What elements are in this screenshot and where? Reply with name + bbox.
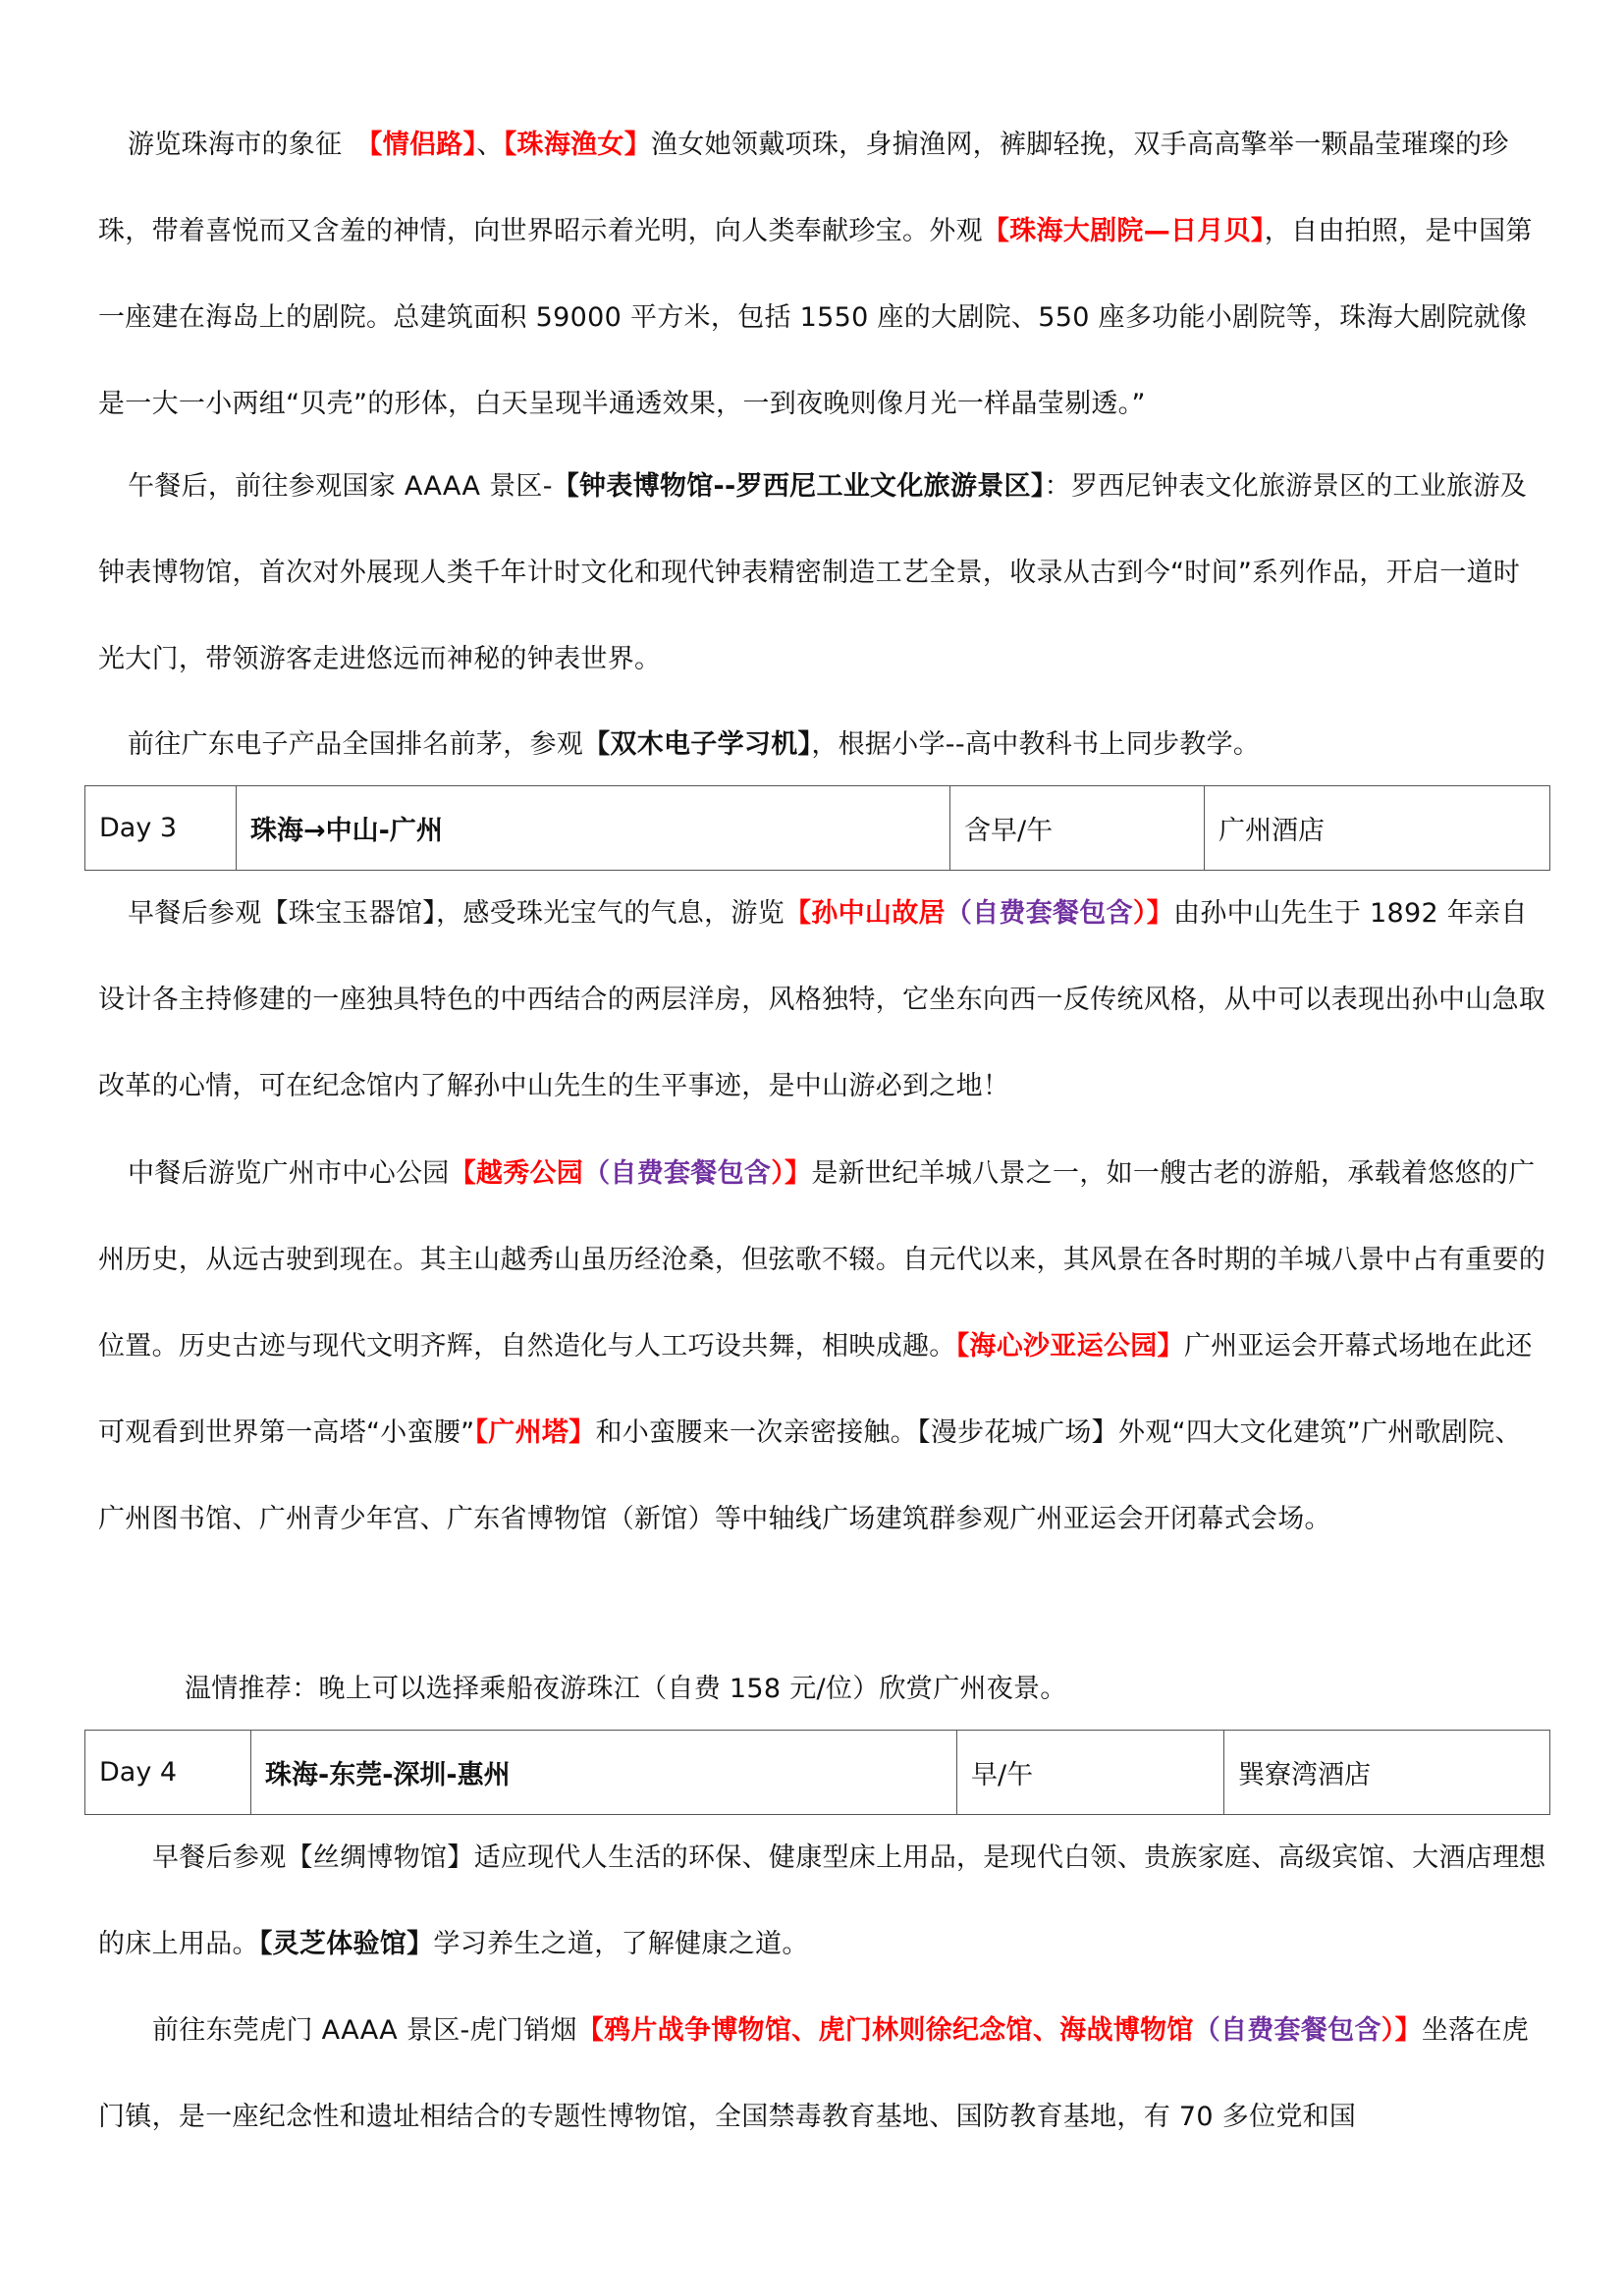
highlight-clock-museum: 【钟表博物馆--罗西尼工业文化旅游景区】 bbox=[552, 471, 1045, 502]
table-row bbox=[85, 1731, 1550, 1815]
day-hotel: 广州酒店 bbox=[1205, 786, 1550, 871]
paragraph-learning-machine: 前往广东电子产品全国排名前茅，参观【双木电子学习机】，根据小学--高中教科书上同步教学。 bbox=[128, 729, 1261, 760]
paragraph-guangzhou-tour: 中餐后游览广州市中心公园【越秀公园（自费套餐包含）】是新世纪羊城八景之一，如一艘古老的游船，承载着悠悠的广州历史，从远古驶到现在。其主山越秀山虽历经沧桑，但弦歌不辍。自元代以来，其风景在各时期的羊城八景中占有重要的位置。历史古迹与现代文明齐辉，自然造化与人工巧设共舞，相映成趣。【海心沙亚运公园】广州亚运会开幕式场地在此还可观看到世界第一高塔“小蛮腰”【广州塔】和小蛮腰来一次亲密接触。【漫步花城广场】外观“四大文化建筑”广州歌剧院、广州图书馆、广州青少年宫、广东省博物馆（新馆）等中轴线广场建筑群参观广州亚运会开闭幕式会场。 bbox=[98, 1158, 1546, 1534]
highlight-opium-war-museum: 【鸦片战争博物馆、虎门林则徐纪念馆、海战博物馆 bbox=[576, 2015, 1194, 2046]
highlight-lingzhi-hall: 【灵芝体验馆】 bbox=[258, 1929, 434, 1959]
highlight-zhuhai-fisher-girl: 【珠海渔女】 bbox=[503, 130, 652, 160]
day-label: Day 3 bbox=[85, 786, 237, 871]
paragraph-silk-museum: 早餐后参观【丝绸博物馆】适应现代人生活的环保、健康型床上用品，是现代白领、贵族家庭、高级宾馆、大酒店理想的床上用品。【灵芝体验馆】学习养生之道，了解健康之道。 bbox=[98, 1842, 1546, 1959]
day-route: 珠海-东莞-深圳-惠州 bbox=[251, 1731, 957, 1815]
paragraph-evening-tip: 温情推荐：晚上可以选择乘船夜游珠江（自费 158 元/位）欣赏广州夜景。 bbox=[185, 1674, 1067, 1704]
self-pay-note: （自费套餐包含 bbox=[583, 1158, 772, 1189]
day-3-table bbox=[84, 785, 1550, 871]
day-meals: 早/午 bbox=[957, 1731, 1224, 1815]
highlight-learning-machine: 【双木电子学习机】 bbox=[583, 729, 812, 760]
highlight-haixinsha-park: 【海心沙亚运公园】 bbox=[955, 1331, 1184, 1362]
day-label: Day 4 bbox=[85, 1731, 251, 1815]
day-meals: 含早/午 bbox=[950, 786, 1205, 871]
highlight-qinglv-road: 【情侣路】 bbox=[355, 130, 477, 160]
table-row bbox=[85, 786, 1550, 871]
paragraph-zhuhai-landmarks: 游览珠海市的象征 【情侣路】、【珠海渔女】渔女她领戴项珠，身掮渔网，裤脚轻挽，双手高高擎举一颗晶莹璀璨的珍珠，带着喜悦而又含羞的神情，向世界昭示着光明，向人类奉献珍宝。外观【珠海大剧院—日月贝】，自由拍照，是中国第一座建在海岛上的剧院。总建筑面积 59000 平方米，包括 1550 座的大剧院、550 座多功能小剧院等，珠海大剧院就像是一大一小两组“贝壳”的形体，白天呈现半通透效果，一到夜晚则像月光一样晶莹剔透。” bbox=[98, 130, 1533, 419]
self-pay-note: （自费套餐包含 bbox=[945, 898, 1133, 929]
highlight-yuexiu-park: 【越秀公园 bbox=[449, 1158, 584, 1189]
highlight-canton-tower: 【广州塔】 bbox=[474, 1417, 596, 1448]
highlight-zhuhai-grand-theatre: 【珠海大剧院—日月贝】 bbox=[982, 216, 1265, 246]
day-4-table bbox=[84, 1730, 1550, 1815]
day-route: 珠海→中山-广州 bbox=[237, 786, 950, 871]
self-pay-note: （自费套餐包含 bbox=[1193, 2015, 1381, 2046]
paragraph-clock-museum: 午餐后，前往参观国家 AAAA 景区-【钟表博物馆--罗西尼工业文化旅游景区】：罗西尼钟表文化旅游景区的工业旅游及钟表博物馆，首次对外展现人类千年计时文化和现代钟表精密制造工艺全景，收录从古到今“时间”系列作品，开启一道时光大门，带领游客走进悠远而神秘的钟表世界。 bbox=[98, 471, 1528, 674]
paragraph-humen-museums: 前往东莞虎门 AAAA 景区-虎门销烟【鸦片战争博物馆、虎门林则徐纪念馆、海战博物馆（自费套餐包含）】坐落在虎门镇，是一座纪念性和遗址相结合的专题性博物馆，全国禁毒教育基地、国防教育基地，有 70 多位党和国 bbox=[98, 2015, 1530, 2132]
highlight-sun-yat-sen-residence: 【孙中山故居 bbox=[785, 898, 946, 929]
day-hotel: 巽寮湾酒店 bbox=[1224, 1731, 1550, 1815]
paragraph-sun-yat-sen-residence: 早餐后参观【珠宝玉器馆】，感受珠光宝气的气息，游览【孙中山故居（自费套餐包含）】由孙中山先生于 1892 年亲自设计各主持修建的一座独具特色的中西结合的两层洋房，风格独特，它坐东向西一反传统风格，从中可以表现出孙中山急取改革的心情，可在纪念馆内了解孙中山先生的生平事迹，是中山游必到之地！ bbox=[98, 898, 1546, 1101]
